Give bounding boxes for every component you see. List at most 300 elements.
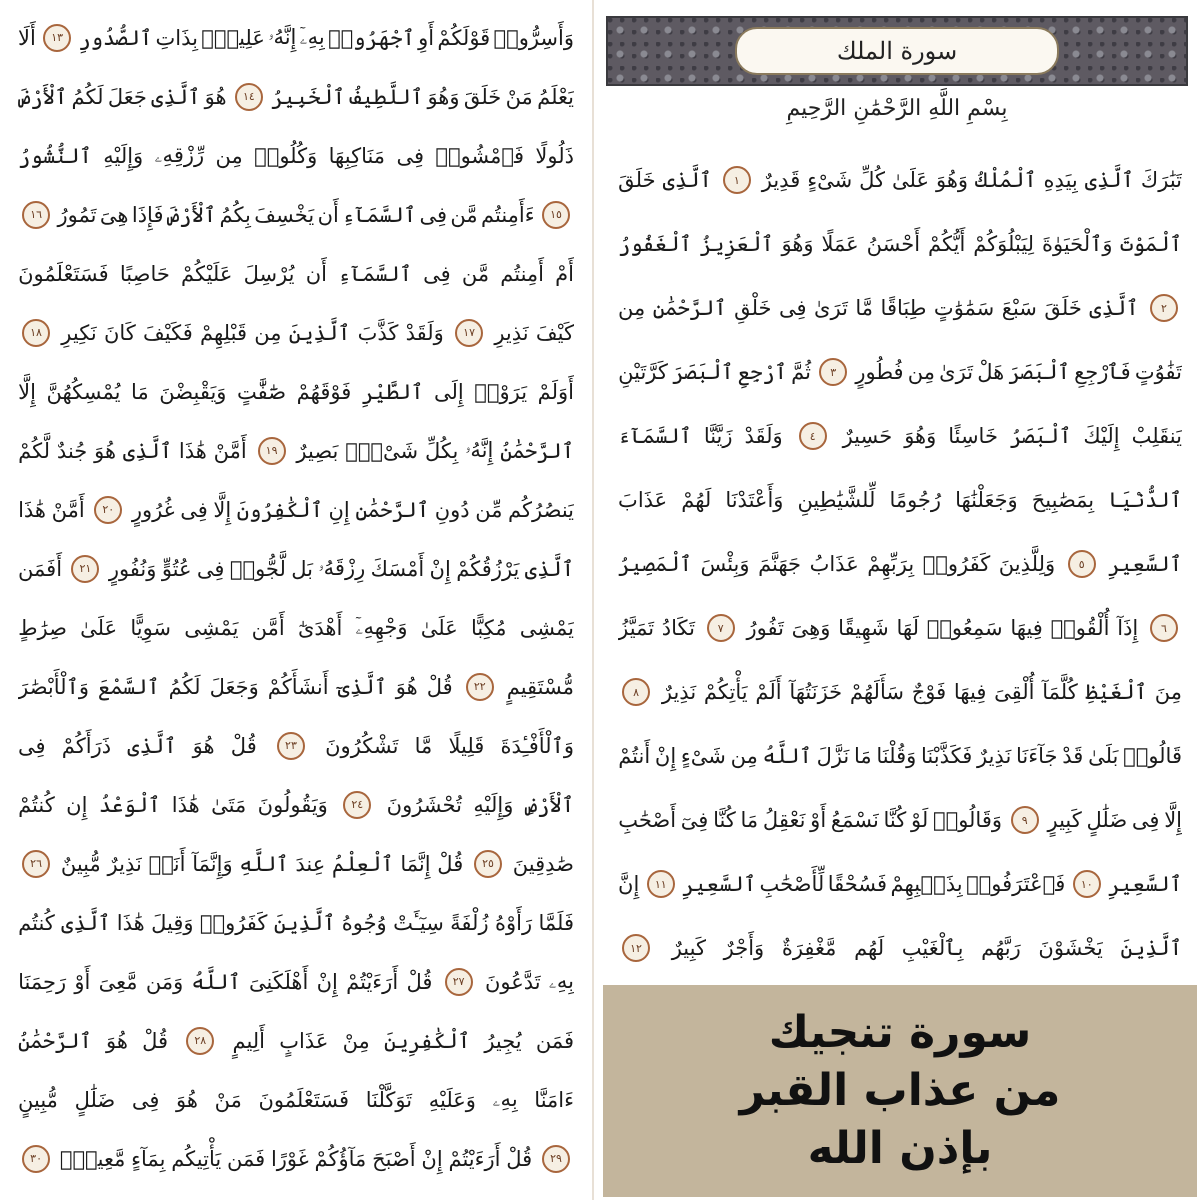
word: هَٰذَا (178, 438, 207, 463)
ayah-number-marker: ٢٩ (542, 1145, 570, 1173)
word: ٱلَّذِى (662, 168, 712, 192)
word: أَلَمْ (755, 680, 782, 704)
word: ٱلَّذِى (524, 556, 574, 581)
word: وَجْهِهِۦٓ (355, 615, 408, 639)
word: أَن (305, 261, 327, 286)
ayah-number-marker: ٨ (622, 678, 650, 706)
word: ٱلطَّيْرِ (361, 379, 424, 404)
word: وَأَجْرٌ (723, 936, 765, 960)
word: قَالُوا۟ (1123, 744, 1182, 768)
word: تَرَىٰ (814, 296, 848, 320)
word: زَيَّنَّا (703, 424, 733, 448)
word: ٱلْغَيْظِ (1085, 680, 1148, 704)
word: ٱلسَّمَآءَ (618, 424, 692, 448)
word: سَأَلَهُمْ (849, 680, 904, 704)
word: لَّكُمْ (18, 438, 51, 463)
word: فَسُحْقًا (827, 872, 888, 896)
word: لِّلشَّيَٰطِينِ (797, 488, 876, 512)
word: فَكَيْفَ (143, 320, 193, 345)
word: فَكَذَّبْنَا (921, 744, 973, 768)
left-line (18, 834, 574, 893)
word: ٱرْجِعِ (737, 360, 787, 384)
ayah-number-marker: ٧ (707, 614, 735, 642)
word: كَرَّتَيْنِ (618, 360, 668, 384)
word: كَفَرُوا۟ (922, 552, 991, 576)
left-mushaf-page (0, 0, 594, 1200)
word: مِّن (475, 497, 503, 522)
word: أَرَءَيْتُمْ (448, 1146, 501, 1171)
word: غُرُورٍ (131, 497, 175, 522)
right-line (618, 788, 1182, 852)
word: أَوِ (418, 25, 435, 50)
word: يُرْسِلَ (243, 261, 295, 286)
word: كَانَ (103, 320, 136, 345)
word: وَلَقَدْ (744, 424, 783, 448)
word: وَيَقُولُونَ (257, 792, 328, 817)
word: ٱلسَّمْعَ (98, 674, 160, 699)
word: مَّن (450, 202, 478, 227)
word: وَٱلْأَفْـِٔدَةَ (500, 733, 574, 758)
word: يَخْشَوْنَ (1038, 936, 1103, 960)
word: نَسْمَعُ (830, 808, 879, 832)
word: عَذَابٍ (279, 1028, 329, 1053)
word: نَذِيرٌ (107, 851, 142, 876)
word: مَآؤُكُمْ (314, 1146, 367, 1171)
word: شَهِيقًا (838, 616, 889, 640)
word: خَلَقَ (618, 168, 656, 192)
word: تَكَادُ (661, 616, 695, 640)
left-line (18, 67, 574, 126)
left-line (18, 657, 574, 716)
word: وَيَقْبِضْنَ (159, 379, 227, 404)
word: وَٱلْحَيَوٰةَ (1041, 232, 1113, 256)
word: وَإِلَيْهِ (103, 143, 144, 168)
word: مِنْ (342, 1028, 370, 1053)
ayah-number-marker: ١٣ (43, 24, 71, 52)
word: بِٱلْغَيْبِ (901, 936, 964, 960)
left-line (18, 539, 574, 598)
word: ٱلْأَرْضَ (166, 202, 217, 227)
word: تُحْشَرُونَ (386, 792, 462, 817)
word: بَل (291, 556, 314, 581)
word: أَمَّنْ (213, 438, 247, 463)
ayah-number-marker: ٢٤ (343, 791, 371, 819)
word: صِرَٰطٍ (18, 615, 67, 640)
word: تَبَٰرَكَ (1140, 168, 1182, 192)
word: مَنَاكِبِهَا (328, 143, 386, 168)
word: لَكُمُ (168, 674, 201, 699)
word: ذَلُولًا (535, 143, 574, 168)
right-line (618, 596, 1182, 660)
word: يَأْتِكُمْ (703, 680, 748, 704)
word: وَقُلْنَا (876, 744, 917, 768)
word: تَدَّعُونَ (484, 969, 541, 994)
word: ٱللَّهُ (191, 969, 241, 994)
word: شَىْءٍ (807, 168, 853, 192)
word: إِنْ (316, 969, 338, 994)
word: قُلْ (230, 733, 257, 758)
word: هِىَ (99, 202, 129, 227)
word: يَمْشِى (519, 615, 574, 640)
word: وَإِلَيْهِ (473, 792, 514, 817)
word: شَىْءٍ (680, 744, 726, 768)
word: إِلَيْكَ (1083, 424, 1120, 448)
word: لَهُم (854, 936, 885, 960)
right-line (618, 212, 1182, 276)
word: كُنتُمْ (18, 792, 55, 817)
word: كَفَرُوا۟ (199, 910, 268, 935)
word: مِن (618, 296, 646, 320)
word: فُطُورٍ (855, 360, 904, 384)
ayah-number-marker: ١٢ (622, 934, 650, 962)
ayah-number-marker: ١٧ (455, 319, 483, 347)
word: ٱلرَّحْمَٰنِ (652, 296, 727, 320)
word: عَذَابُ (809, 552, 859, 576)
word: ٱلَّذِى (151, 84, 201, 109)
surah-header-frame (606, 16, 1188, 86)
word: هُوَ (192, 733, 215, 758)
word: ٱلسَّعِيرِ (1108, 552, 1182, 576)
word: ٱلسَّعِيرِ (682, 872, 757, 896)
word: ٱلَّذِىٓ (337, 674, 387, 699)
word: قَدِيرٌ (761, 168, 801, 192)
word: وَمَن (145, 969, 184, 994)
word: ٱلْبَصَرَ (672, 360, 734, 384)
word: هَٰذَا (116, 910, 145, 935)
word: وَبِئْسَ (700, 552, 750, 576)
word: ٱللَّهِ (239, 851, 289, 876)
word: قُلْ (142, 1028, 169, 1053)
right-line (618, 404, 1182, 468)
word: بَصِيرٌ (296, 438, 339, 463)
word: فِىٓ (680, 808, 709, 832)
word: جَهَنَّمَ (758, 552, 802, 576)
word: ٱلسَّمَآءِ (338, 261, 412, 286)
word: قَلِيلًا (448, 733, 485, 758)
word: قُلْ (506, 1146, 533, 1171)
word: مُّبِينٍ (18, 1087, 58, 1112)
right-line (618, 660, 1182, 724)
word: إِنْ (421, 1146, 443, 1171)
word: وَقِيلَ (151, 910, 194, 935)
word: ٱلْخَبِيرُ (271, 84, 346, 109)
word: عَلِيمٌۢ (201, 25, 265, 50)
word: ٱلْمُلْكُ (975, 168, 1037, 192)
word: قَدْ (1062, 744, 1084, 768)
word: أَنتُمْ (618, 744, 651, 768)
right-line (618, 852, 1182, 916)
word: ٱلَّذِينَ (1120, 936, 1182, 960)
word: لَكُمُ (71, 84, 104, 109)
word: نَعْقِلُ (762, 808, 806, 832)
word: فِيهَا (1010, 616, 1043, 640)
word: أَنَا۠ (148, 851, 186, 876)
word: كُنَّا (883, 808, 907, 832)
word: عُتُوٍّ (161, 556, 192, 581)
word: عَلَىٰ (892, 168, 930, 192)
word: بِمَصَٰبِيحَ (1031, 488, 1095, 512)
word: فَلَمَّا (538, 910, 574, 935)
word: إِنَّمَا (400, 851, 431, 876)
word: أُلْقُوا۟ (1050, 616, 1110, 640)
word: أُلْقِىَ (994, 680, 1035, 704)
left-line (18, 1070, 574, 1129)
word: سَوِيًّا (130, 615, 172, 640)
word: يَعْلَمُ (537, 84, 574, 109)
right-line (618, 532, 1182, 596)
word: ضَلَٰلٍ (1086, 808, 1128, 832)
word: ٱلَّذِينَ (288, 320, 351, 345)
word: سِيٓـَٔتْ (393, 910, 444, 935)
ayah-number-marker: ٢٦ (22, 850, 50, 878)
word: ٱلْعِلْمُ (332, 851, 394, 876)
left-line (18, 480, 574, 539)
word: وَلَقَدْ (405, 320, 444, 345)
word: ٱلسَّمَآءِ (342, 202, 417, 227)
right-line (618, 468, 1182, 532)
word: يُجِيرُ (484, 1028, 522, 1053)
word: جُندٌ (56, 438, 88, 463)
ayah-number-marker: ٤ (799, 422, 827, 450)
word: أَوْ (810, 808, 827, 832)
word: أَفَمَن (18, 556, 63, 581)
word: تَفُورُ (746, 616, 784, 640)
word: وَهُوَ (904, 424, 937, 448)
word: يُمْسِكُهُنَّ (46, 379, 121, 404)
word: صَٰٓفَّٰتٍ (237, 379, 287, 404)
word: وَقَالُوا۟ (932, 808, 1003, 832)
word: مَّعِىَ (98, 969, 138, 994)
ayah-number-marker: ٢ (1150, 294, 1178, 322)
word: ٱلرَّحْمَٰنِ (355, 497, 430, 522)
ayah-number-marker: ١٦ (22, 201, 50, 229)
left-line (18, 244, 574, 303)
word: بِكُلِّ (424, 438, 459, 463)
word: إِلَى (433, 379, 464, 404)
right-line (618, 276, 1182, 340)
word: ٱلْغَفُورُ (618, 232, 692, 256)
word: رُجُومًا (889, 488, 942, 512)
word: وَأَعْتَدْنَا (725, 488, 784, 512)
word: نَكِيرِ (61, 320, 97, 345)
word: هَٰذَا (171, 792, 200, 817)
left-line (18, 952, 574, 1011)
word: ٱلْبَصَرَ (1008, 360, 1070, 384)
word: نَذِيرِ (494, 320, 529, 345)
word: فِى (196, 556, 225, 581)
word: مَا (131, 379, 149, 404)
word: حَاصِبًا (119, 261, 170, 286)
word: فَٱعْتَرَفُوا۟ (966, 872, 1066, 896)
word: فِى (131, 1087, 160, 1112)
word: جَآءَنَا (1016, 744, 1058, 768)
word: فِى (779, 296, 807, 320)
word: نَذِيرٌ (976, 744, 1012, 768)
word: لَوْ (911, 808, 929, 832)
word: ٱلَّذِى (1084, 168, 1134, 192)
word: ٱلصُّدُورِ (78, 25, 153, 50)
word: ٱلْمَصِيرُ (618, 552, 692, 576)
word: قُلْ (437, 851, 464, 876)
word: أَلِيمٍ (232, 1028, 266, 1053)
left-line (18, 303, 574, 362)
word: بِكُمُ (219, 202, 251, 227)
word: فَإِذَا (131, 202, 164, 227)
word: أَرَءَيْتُمْ (346, 969, 399, 994)
word: دُونِ (434, 497, 470, 522)
caption-box (603, 985, 1197, 1197)
word: كُنتُم (18, 910, 55, 935)
left-line (18, 1011, 574, 1070)
word: وَهُوَ (936, 168, 969, 192)
word: مَّعِينٍۭ (59, 1146, 126, 1171)
ayah-number-marker: ٦ (1150, 614, 1178, 642)
word: ٱلنُّشُورُ (18, 143, 92, 168)
word: بِمَآءٍ (131, 1146, 166, 1171)
word: مَنْ (214, 1087, 242, 1112)
word: رَأَوْهُ (494, 910, 533, 935)
ayah-number-marker: ١٨ (22, 319, 50, 347)
word: عَلَىٰ (420, 615, 458, 640)
word: مِن (215, 143, 243, 168)
word: أَمْ (555, 261, 574, 286)
word: أَنشَأَكُمْ (267, 674, 329, 699)
word: هُوَ (106, 1028, 128, 1053)
word: لَّجُّوا۟ (229, 556, 286, 581)
word: يَمْشِى (184, 615, 239, 640)
right-line (618, 340, 1182, 404)
ayah-number-marker: ٢٥ (474, 850, 502, 878)
word: ٱلْكَٰفِرِينَ (383, 1028, 471, 1053)
word: ٱلَّذِى (122, 438, 173, 463)
word: فِى (180, 497, 208, 522)
word: ءَامَنَّا (534, 1087, 574, 1112)
word: إِنَّ (618, 872, 640, 896)
word: إِلَّا (213, 497, 232, 522)
caption-line-3: بإذن الله (807, 1123, 993, 1174)
ayah-number-marker: ١٥ (542, 201, 570, 229)
word: تَمُورُ (57, 202, 97, 227)
left-line (18, 716, 574, 775)
word: بِيَدِهِ (1043, 168, 1078, 192)
word: إِذَآ (1117, 616, 1139, 640)
word: أَمَّن (251, 615, 285, 640)
word: لِيَبْلُوَكُمْ (973, 232, 1035, 256)
word: مَتَىٰ (211, 792, 247, 817)
word: أَيُّكُمْ (928, 232, 966, 256)
word: فَٱمْشُوا۟ (435, 143, 525, 168)
word: بِهِۦٓ (299, 25, 325, 49)
word: عَذَابَ (618, 488, 668, 512)
word: مُكِبًّا (470, 615, 507, 640)
word: عَمَلًا (821, 232, 859, 256)
word: لِّأَصْحَٰبِ (759, 872, 825, 896)
word: رِزْقَهُۥ (318, 556, 366, 580)
word: سَمَٰوَٰتٍ (933, 296, 995, 320)
word: هَٰذَا (18, 497, 46, 522)
word: وَإِنَّمَآ (192, 851, 233, 876)
word: وَجَعَلَ (209, 674, 259, 699)
word: إِلَّا (1164, 808, 1182, 832)
ayah-number-marker: ٥ (1068, 550, 1096, 578)
word: نَزَّلَ (816, 744, 850, 768)
word: أَهْلَكَنِىَ (249, 969, 309, 994)
word: فَمَن (535, 1028, 574, 1053)
word: شَىْءٍۭ (345, 438, 419, 463)
ayah-number-marker: ٢٢ (466, 673, 494, 701)
word: ٱلْأَرْضِ (524, 792, 574, 817)
left-line (18, 1129, 574, 1188)
right-page-lines (618, 148, 1182, 980)
word: تَرَىٰ (939, 360, 974, 384)
word: أَهْدَىٰٓ (297, 615, 343, 640)
word: أَحْسَنُ (866, 232, 921, 256)
word: وَجَعَلْنَٰهَا (955, 488, 1018, 512)
ayah-number-marker: ١ (723, 166, 751, 194)
word: كُلِّ (859, 168, 886, 192)
word: تَفَٰوُتٍ (1134, 360, 1182, 384)
word: ٱلسَّعِيرِ (1108, 872, 1182, 896)
word: عِندَ (295, 851, 326, 876)
word: عَلَيْكُمْ (181, 261, 233, 286)
ayah-number-marker: ١٠ (1073, 870, 1101, 898)
word: ثُمَّ (791, 360, 811, 384)
caption-line-1: سورة تنجيك (768, 1007, 1032, 1058)
word: يَرَوْا۟ (474, 379, 528, 404)
ayah-number-marker: ١٩ (258, 437, 286, 465)
word: بِهِۦ (492, 1087, 518, 1111)
ayah-number-marker: ٢٠ (94, 496, 122, 524)
word: ٱلَّذِينَ (273, 910, 336, 935)
word: قَوْلَكُمْ (437, 25, 491, 50)
word: كُنَّا (713, 808, 736, 832)
right-line (618, 148, 1182, 212)
ayah-number-marker: ٣ (819, 358, 847, 386)
ayah-number-marker: ٣٠ (22, 1145, 50, 1173)
left-line (18, 362, 574, 421)
word: وَعَلَيْهِ (428, 1087, 476, 1112)
word: مَّا (855, 296, 874, 320)
word: لَهَا (896, 616, 919, 640)
word: مُّسْتَقِيمٍ (506, 674, 574, 699)
basmala: بِسْمِ اللَّهِ الرَّحْمَٰنِ الرَّحِيمِ (786, 96, 1008, 121)
word: ءَأَمِنتُم (481, 202, 535, 227)
word: ٱلرَّحْمَٰنُ (18, 1028, 92, 1053)
word: مَنْ (505, 84, 533, 109)
word: فَٱرْجِعِ (1074, 360, 1131, 384)
word: تَشْكُرُونَ (325, 733, 399, 758)
word: كَيْفَ (535, 320, 574, 345)
word: إِلَّا (18, 379, 36, 404)
word: يَخْسِفَ (254, 202, 315, 227)
word: خَلَقَ (1044, 296, 1082, 320)
word: ٱلْوَعْدُ (98, 792, 161, 817)
word: ٱلْعَزِيزُ (699, 232, 774, 256)
word: فِى (18, 733, 46, 758)
word: يَنقَلِبْ (1131, 424, 1182, 448)
word: أَمْسَكَ (370, 556, 425, 581)
word: فِيهَا (953, 680, 987, 704)
left-line (18, 126, 574, 185)
right-line (618, 724, 1182, 788)
word: فِى (419, 202, 447, 227)
word: أَوَلَمْ (537, 379, 574, 404)
word: جَعَلَ (107, 84, 147, 109)
word: خَلَقَ (463, 84, 502, 109)
word: هُوَ (94, 438, 117, 463)
word: مِن (907, 360, 935, 384)
word: قُلْ (406, 969, 433, 994)
